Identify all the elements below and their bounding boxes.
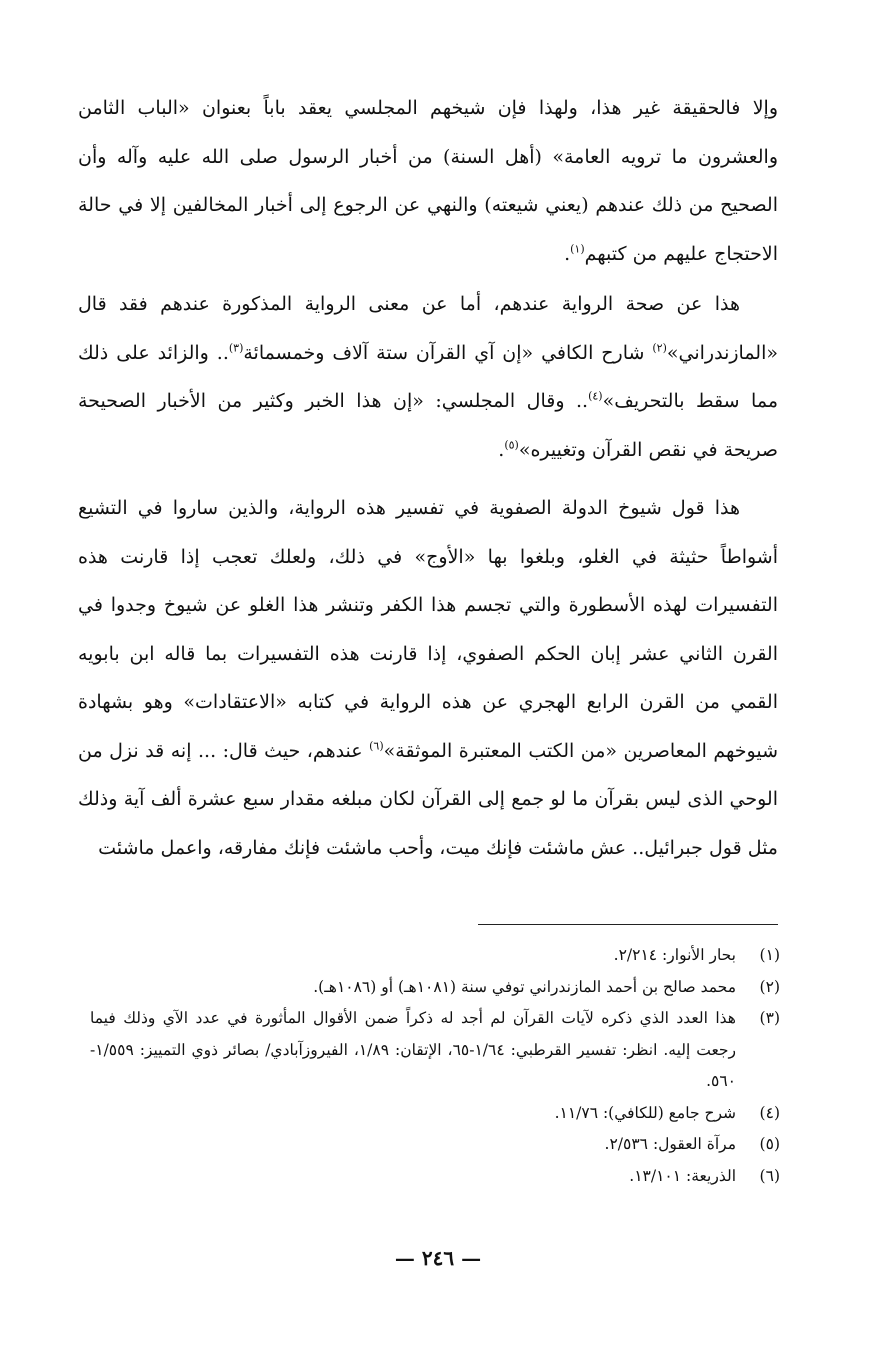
footnote-item bbox=[90, 1003, 780, 1098]
footnote-item bbox=[90, 1129, 780, 1161]
footnote-ref-2: (٢) bbox=[652, 341, 667, 355]
footnote-ref-1: (١) bbox=[570, 242, 585, 256]
paragraph-3 bbox=[78, 484, 778, 872]
paragraph-1 bbox=[78, 84, 778, 278]
footnote-number: (٣) bbox=[759, 1009, 780, 1027]
footnote-number: (١) bbox=[759, 946, 780, 964]
footnote-text: هذا العدد الذي ذكره لآيات القرآن لم أجد له ذكراً ضمن الأقوال المأثورة في عدد الآي وذلك فيما رجعت إليه. انظر: تفسير القرطبي: ١/٦٤-٦٥، الإتقان: ١/٨٩، الفيروزآبادي/ بصائر ذوي التمييز: ١/٥٥٩- ٥٦٠. bbox=[90, 1009, 736, 1090]
paragraph-3-text-a: هذا قول شيوخ الدولة الصفوية في تفسير هذه الرواية، والذين ساروا في التشيع أشواطاً حثيثة في الغلو، وبلغوا بها «الأوج» في ذلك، ولعلك تعجب إذا قارنت هذه التفسيرات لهذه الأسطورة والتي تجسم هذا الكفر وتنشر هذا الغلو عن شيوخ وجدوا في القرن الثاني عشر إبان الحكم الصفوي، إذا قارنت هذه التفسيرات بما قاله ابن بابويه القمي من القرن الرابع الهجري عن هذه الرواية في كتابه «الاعتقادات» وهو بشهادة شيوخهم المعاصرين «من الكتب المعتبرة الموثقة» bbox=[78, 497, 779, 762]
footnote-text: بحار الأنوار: ٢/٢١٤. bbox=[613, 946, 736, 964]
page-number: — ٢٤٦ — bbox=[394, 1246, 482, 1270]
paragraph-2-text-d: .. وقال المجلسي: «إن هذا الخبر وكثير من الأخبار الصحيحة صريحة في نقص القرآن وتغييره» bbox=[78, 390, 778, 461]
footnote-ref-4: (٤) bbox=[588, 389, 603, 403]
footnote-item bbox=[90, 1161, 780, 1193]
footnote-item bbox=[90, 1098, 780, 1130]
footnote-divider bbox=[478, 924, 778, 925]
footnote-number: (٦) bbox=[759, 1166, 780, 1185]
paragraph-2-end: . bbox=[498, 438, 505, 461]
footnote-number: (٤) bbox=[759, 1103, 780, 1122]
paragraph-2-text-c: .. والزائد على ذلك مما سقط بالتحريف» bbox=[78, 341, 778, 412]
footnote-ref-5: (٥) bbox=[504, 438, 519, 452]
paragraph-2 bbox=[78, 280, 778, 474]
footnote-item bbox=[90, 940, 780, 972]
footnote-text: شرح جامع (للكافي): ١١/٧٦. bbox=[554, 1103, 736, 1122]
paragraph-1-end: . bbox=[564, 242, 571, 265]
footnote-text: الذريعة: ١٣/١٠١. bbox=[629, 1166, 736, 1185]
footnotes bbox=[90, 940, 780, 1192]
footnote-number: (٥) bbox=[759, 1135, 780, 1153]
footnote-number: (٢) bbox=[759, 977, 780, 996]
paragraph-2-text-b: شارح الكافي «إن آي القرآن ستة آلاف وخمسمائة bbox=[243, 341, 653, 364]
paragraph-1-text: وإلا فالحقيقة غير هذا، ولهذا فإن شيخهم المجلسي يعقد باباً بعنوان «الباب الثامن والعشرون ما ترويه العامة» (أهل السنة) من أخبار الرسول صلى الله عليه وآله وأن الصحيح من ذلك عندهم (يعني شيعته) والنهي عن الرجوع إلى أخبار المخالفين إلا في حالة الاحتجاج عليهم من كتبهم bbox=[78, 97, 778, 265]
footnote-text: مرآة العقول: ٢/٥٣٦. bbox=[604, 1135, 736, 1153]
footnote-text: محمد صالح بن أحمد المازندراني توفي سنة (١٠٨١هـ) أو (١٠٨٦هـ). bbox=[313, 977, 736, 996]
footnote-ref-3: (٣) bbox=[228, 341, 244, 355]
footnote-item bbox=[90, 972, 780, 1004]
paragraph-2-text-a: هذا عن صحة الرواية عندهم، أما عن معنى الرواية المذكورة عندهم فقد قال «المازندراني» bbox=[78, 293, 778, 364]
paragraph-3-text-b: عندهم، حيث قال: ... إنه قد نزل من الوحي الذى ليس بقرآن ما لو جمع إلى القرآن لكان مبلغه مقدار سبع عشرة ألف آية وذلك مثل قول جبرائيل.. عش ماشئت فإنك ميت، وأحب ماشئت فإنك مفارقه، واعمل ماشئت bbox=[78, 739, 778, 859]
footnote-ref-6: (٦) bbox=[369, 739, 384, 753]
